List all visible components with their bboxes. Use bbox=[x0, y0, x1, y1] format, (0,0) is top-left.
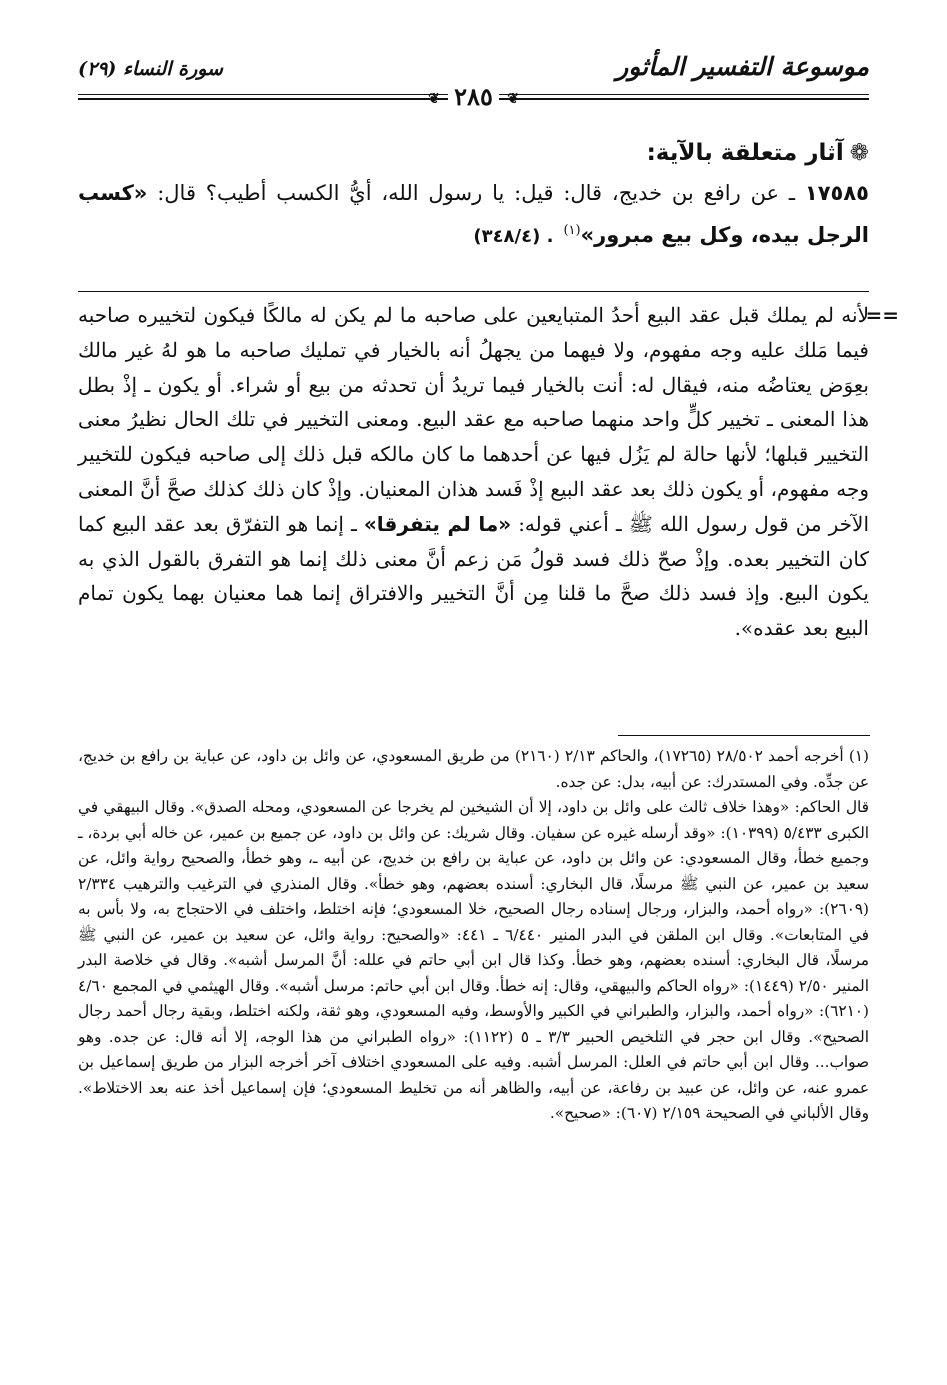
continuation-marker: == bbox=[865, 303, 899, 327]
continuation-quote: «ما لم يتفرقا» bbox=[363, 511, 512, 536]
section-heading-text: آثار متعلقة بالآية: bbox=[646, 140, 844, 166]
page-header bbox=[78, 52, 869, 110]
ornament-icon: ❦ bbox=[507, 90, 519, 107]
hadith-text: ـ عن رافع بن خديج، قال: قيل: يا رسول الله، أيُّ الكسب أطيب؟ قال: bbox=[157, 181, 796, 205]
book-title: موسوعة التفسير المأثور bbox=[616, 52, 869, 81]
page-number: ٢٨٥ bbox=[454, 82, 493, 111]
header-rule-right-thin bbox=[499, 94, 869, 95]
hadith-paragraph bbox=[78, 174, 869, 256]
section-divider bbox=[78, 291, 869, 292]
surah-label: سورة النساء (٢٩) bbox=[78, 58, 223, 80]
continuation-text-before: لأنه لم يملك قبل عقد البيع أحدُ المتبايعين على صاحبه ما لم يكن له مالكًا فيكون لتخييره صاحبه فيما مَلك عليه وجه مفهوم، ولا فيهما من يجهلُ أنه بالخيار في تمليك صاحبه ما هو لهُ غير مالك بعِوَض يعتاضُه منه، فيقال له: أنت بالخيار فيما تريدُ أن تحدثه من بيع أو شراء. أو يكون ـ إذْ بطل هذا المعنى ـ تخيير كلٍّ واحد منهما صاحبه مع عقد البيع. ومعنى التخيير في تلك الحال نظيرُ معنى التخيير قبلها؛ لأنها حالة لم يَزُل فيها عن أحدهما ما كان مالكه قبل ذلك إلى صاحبه فيكون للتخيير وجه مفهوم، أو يكون ذلك بعد عقد البيع إذْ فَسد هذان المعنيان. وإذْ كان ذلك كذلك صحَّ أنَّ المعنى الآخر من قول رسول الله ﷺ ـ أعني قوله: bbox=[78, 303, 870, 536]
header-rule-left bbox=[78, 98, 448, 100]
ornament-icon: ❦ bbox=[428, 90, 440, 107]
hadith-number: ١٧٥٨٥ bbox=[804, 181, 869, 205]
footnotes bbox=[78, 744, 869, 1127]
footnote-paragraph: (١) أخرجه أحمد ٢٨/٥٠٢ (١٧٢٦٥)، والحاكم ٢/١٣ (٢١٦٠) من طريق المسعودي، عن وائل بن داود، عن عباية بن رافع بن خديج، عن جدِّه. وفي المستدرك: عن أبيه، بدل: عن جده. bbox=[78, 747, 869, 791]
main-section bbox=[78, 140, 869, 256]
footnote-marker[interactable]: (١) bbox=[563, 223, 581, 238]
header-rule-right bbox=[499, 98, 869, 100]
hadith-matn: «كسب الرجل بيده، وكل بيع مبرور» bbox=[78, 181, 869, 247]
section-heading bbox=[78, 140, 869, 166]
header-rule-left-thin bbox=[78, 94, 448, 95]
footnote-rule bbox=[618, 735, 870, 736]
continuation-note bbox=[78, 298, 899, 646]
hadith-reference: . (٣٤٨/٤) bbox=[473, 226, 554, 247]
continuation-text-after: ـ إنما هو التفرّق بعد عقد البيع كما كان التخيير بعده. وإذْ صحّ ذلك فسد قولُ مَن زعم أنَّ معنى ذلك إنما هو التفرق بالقول الذي به يكون البيع. وإذ فسد ذلك صحَّ ما قلنا مِن أنَّ التخيير والافتراق إنما هما معنيان بهما يكون تمام البيع بعد عقده». bbox=[78, 511, 869, 641]
flower-icon: ❁ bbox=[849, 140, 869, 166]
page-number-wrap bbox=[422, 82, 525, 111]
footnote-paragraph: قال الحاكم: «وهذا خلاف ثالث على وائل بن داود، إلا أن الشيخين لم يخرجا عن المسعودي، ومحله الصدق». وقال البيهقي في الكبرى ٥/٤٣٣ (١٠٣٩٩): «وقد أرسله غيره عن سفيان. وقال شريك: عن وائل بن داود، عن جميع بن عمير، عن خاله أبي بردة، ـ وجميع خطأ، وقال المسعودي: عن وائل بن داود، عن عباية بن رافع بن خديج، عن أبيه ـ، وهو خطأ، والصحيح رواية وائل، عن سعيد بن عمير، عن النبي ﷺ مرسلًا، قال البخاري: أسنده بعضهم، وهو خطأ». وقال المنذري في الترغيب والترهيب ٢/٣٣٤ (٢٦٠٩): «رواه أحمد، والبزار، ورجال إسناده رجال الصحيح، خلا المسعودي؛ فإنه اختلط، واختلف في الاحتجاج به، ولا بأس به في المتابعات». وقال ابن الملقن في البدر المنير ٦/٤٤٠ ـ ٤٤١: «والصحيح: رواية وائل، عن سعيد بن عمير، عن النبي ﷺ مرسلًا، قال البخاري: أسنده بعضهم، وهو خطأ. وكذا قال ابن أبي حاتم في علله: أنَّ المرسل أشبه». وقال في خلاصة البدر المنير ٢/٥٠ (١٤٤٩): «رواه الحاكم والبيهقي، وقال: إنه خطأ. وقال ابن أبي حاتم: مرسل أشبه». وقال الهيثمي في المجمع ٤/٦٠ (٦٢١٠): «رواه أحمد، والبزار، والطبراني في الكبير والأوسط، وفيه المسعودي، وهو ثقة، ولكنه اختلط، وبقية رجال أحمد رجال الصحيح». وقال ابن حجر في التلخيص الحبير ٣/٣ ـ ٥ (١١٢٢): «رواه الطبراني من هذا الوجه، إلا أنه قال: عن جده. وهو صواب... وقال ابن أبي حاتم في العلل: المرسل أشبه. وفيه على المسعودي اختلاف آخر أخرجه البزار من طريق إسماعيل بن عمرو عنه، عن وائل، عن عبيد بن رفاعة، عن أبيه، والظاهر أنه من تخليط المسعودي؛ فإن إسماعيل أخذ عنه بعد الاختلاط». وقال الألباني في الصحيحة ٢/١٥٩ (٦٠٧): «صحيح». bbox=[78, 798, 869, 1122]
